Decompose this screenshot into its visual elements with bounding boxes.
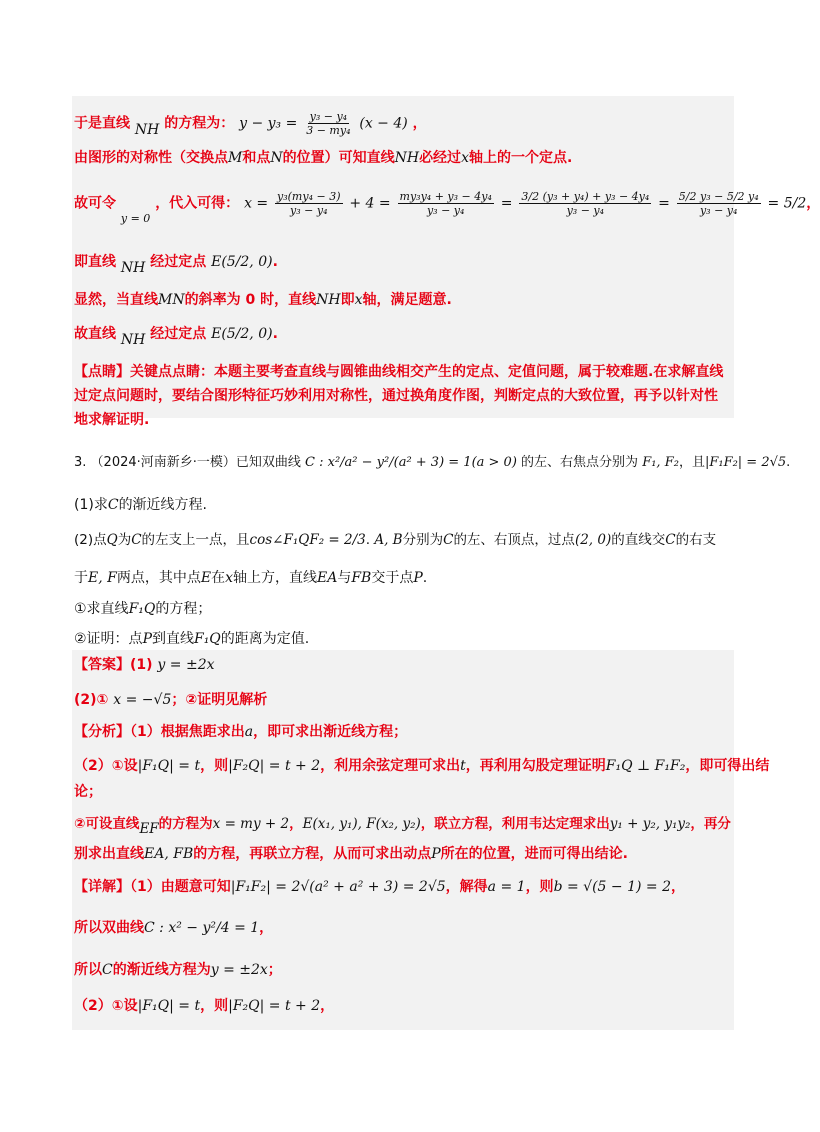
text: 经过定点 [150, 254, 207, 270]
text: 的位置）可知直线 [282, 150, 395, 166]
text: ，联立方程，利用韦达定理求出 [420, 816, 610, 832]
math-x: x [225, 570, 233, 586]
math-c: C [107, 497, 119, 513]
analysis-line-3: 论； [74, 784, 102, 800]
text: 所在的位置，进而可得出结论. [440, 846, 628, 862]
text: ，则 [525, 879, 554, 895]
text: . [786, 455, 791, 470]
math-focal-eq: |F₁F₂| = 2√(a² + a² + 3) = 2√5 [230, 879, 446, 895]
math-x: x [461, 150, 469, 166]
text: 经过定点 [150, 326, 207, 342]
problem-subquestion-i [74, 599, 211, 619]
comment-line-3: 地求解证明. [74, 412, 150, 428]
math-f1q: F₁Q [193, 631, 221, 647]
text: 故可令 [74, 195, 116, 212]
solution-line-conclusion [74, 324, 278, 348]
math-nh: NH [394, 150, 420, 166]
text: ，则 [200, 998, 229, 1014]
text: ， [412, 115, 427, 132]
text: 分别为 [402, 532, 444, 548]
text: ，解得 [445, 879, 488, 895]
fraction-numerator: y₃(my₄ − 3) [277, 190, 341, 203]
math-line-eq: x = −√5 [113, 692, 172, 708]
text: 轴上的一个定点. [468, 150, 573, 166]
math-nh: NH [316, 292, 341, 308]
math-focal-distance: |F₁F₂| = 2√5 [704, 455, 787, 470]
text: 的方程为： [164, 115, 235, 132]
problem-number: 3. [74, 455, 87, 470]
fraction-numerator: 3/2 (y₃ + y₄) + y₃ − 4y₄ [521, 190, 650, 203]
math-f1q-t: |F₁Q| = t [137, 998, 201, 1014]
math-x: x [354, 292, 363, 308]
problem-question-1 [74, 495, 207, 515]
math-y-zero: y = 0 [120, 211, 151, 225]
text: 由图形的对称性（交换点 [74, 150, 228, 166]
math-fraction [677, 190, 761, 217]
solution-line-substitution [74, 190, 820, 225]
text: (2)① [74, 692, 109, 708]
text: 即 [340, 292, 355, 308]
math-fraction [275, 190, 342, 217]
math-n: N [270, 150, 283, 166]
math-e: E [200, 570, 212, 586]
text: 的方程，再联立方程，从而可求出动点 [193, 846, 432, 862]
analysis-line-5 [74, 844, 628, 864]
text: ，且 [678, 455, 705, 470]
math-f1q: F₁Q [128, 601, 156, 617]
text: 的渐近线方程为 [112, 962, 211, 978]
text: ，代入可得： [155, 195, 240, 212]
text: ，即可得出结 [685, 758, 770, 774]
math-perpendicular: F₁Q ⊥ F₁F₂ [605, 758, 686, 774]
text: 于是直线 [74, 115, 130, 132]
math-c: C [443, 532, 454, 548]
answer-line-2 [74, 690, 267, 710]
math-point: (2, 0) [574, 532, 612, 548]
text: 两点，其中点 [116, 570, 201, 586]
text: 即直线 [74, 254, 116, 270]
text: ②证明：点 [74, 631, 143, 647]
math-plus-four: + 4 = [349, 195, 391, 212]
math-point-e: E(5/2, 0) [211, 326, 273, 342]
math-c: C [102, 962, 113, 978]
text: ；②证明见解析 [171, 692, 268, 708]
text: 所以 [74, 962, 102, 978]
text: ，利用余弦定理可求出 [320, 758, 461, 774]
text: 和点 [242, 150, 271, 166]
text: . [365, 532, 371, 548]
text: 于 [74, 570, 88, 586]
analysis-line-4 [74, 814, 731, 837]
math-fraction [519, 190, 651, 217]
text: 在 [211, 570, 226, 586]
text: 别求出直线 [74, 846, 144, 862]
detail-label: 【详解】（1）由题意可知 [74, 879, 231, 895]
problem-subquestion-ii [74, 629, 309, 649]
math-points: E(x₁, y₁), F(x₂, y₂) [302, 816, 421, 832]
comment-line-1: 【点睛】关键点点睛：本题主要考查直线与圆锥曲线相交产生的定点、定值问题，属于较难题.在求解直线 [74, 364, 724, 380]
solution-line-nh-equation [74, 110, 427, 137]
text: 到直线 [151, 631, 194, 647]
text: 的方程为 [158, 816, 213, 832]
math-p: P [142, 631, 152, 647]
fraction-denominator: y₃ − y₄ [426, 204, 465, 217]
math-ea: EA [316, 570, 338, 586]
analysis-label: 【分析】（1）根据焦距求出 [74, 724, 245, 740]
analysis-line-1 [74, 722, 407, 742]
text: （2）①设 [74, 998, 138, 1014]
detail-line-2 [74, 918, 273, 938]
text: 故直线 [74, 326, 116, 342]
math-ab: A, B [374, 532, 403, 548]
text: 的左、右顶点，过点 [453, 532, 575, 548]
fraction-numerator: 5/2 y₃ − 5/2 y₄ [678, 190, 759, 203]
math-f2q-t2: |F₂Q| = t + 2 [228, 758, 321, 774]
text: 必经过 [419, 150, 462, 166]
text: 与 [337, 570, 352, 586]
math-asymptote: y = ±2x [157, 657, 215, 673]
text: . [422, 570, 428, 586]
detail-line-4 [74, 996, 334, 1016]
text: ， [259, 920, 274, 936]
text: 的左支上一点，且 [141, 532, 250, 548]
math-b-value: b = √(5 − 1) = 2 [553, 879, 671, 895]
text: 轴上方，直线 [232, 570, 317, 586]
math-vieta: y₁ + y₂, y₁y₂ [609, 816, 691, 832]
text: 的距离为定值. [220, 631, 310, 647]
text: ，再分 [690, 816, 731, 832]
math-line-eq: x = my + 2 [212, 816, 290, 832]
text: 的方程； [155, 601, 212, 617]
problem-question-2-cont [74, 568, 427, 588]
text: ②可设直线 [74, 816, 140, 832]
math-mn: MN [158, 292, 185, 308]
math-fraction [398, 190, 494, 217]
fraction-denominator: y₃ − y₄ [566, 204, 605, 217]
math-nh: NH [120, 260, 146, 276]
detail-line-1 [74, 877, 685, 897]
text: 的直线交 [611, 532, 666, 548]
text: 交于点 [371, 570, 414, 586]
analysis-line-2 [74, 756, 769, 776]
math-f2q-t2: |F₂Q| = t + 2 [228, 998, 321, 1014]
math-ef: E, F [88, 570, 117, 586]
text: ，即可求出渐近线方程； [253, 724, 408, 740]
math-fraction [304, 110, 352, 137]
math-p: P [413, 570, 423, 586]
solution-line-symmetry [74, 148, 572, 168]
text: ， [289, 816, 303, 832]
fraction-numerator: y₃ − y₄ [309, 110, 348, 123]
text: . [272, 254, 278, 270]
math-nh: NH [134, 121, 160, 138]
math-eq-right: (x − 4) [359, 115, 408, 132]
math-nh: NH [120, 332, 146, 348]
text: ①求直线 [74, 601, 129, 617]
text: ， [670, 879, 685, 895]
math-a-value: a = 1 [487, 879, 526, 895]
text: ； [267, 962, 282, 978]
fraction-numerator: my₃y₄ + y₃ − 4y₄ [399, 190, 492, 203]
text: 显然，当直线 [74, 292, 158, 308]
text: 的右支 [675, 532, 717, 548]
math-equals: = [658, 195, 670, 212]
fraction-denominator: y₃ − y₄ [699, 204, 738, 217]
comment-line-2: 过定点问题时，要结合图形特征巧妙利用对称性，通过换角度作图，判断定点的大致位置，再予以针对性 [74, 388, 718, 404]
math-p: P [431, 846, 441, 862]
text: （2024·河南新乡·一模）已知双曲线 [90, 455, 301, 470]
problem-statement-line-1 [74, 453, 790, 473]
math-point-e: E(5/2, 0) [211, 254, 273, 270]
math-x: x = [244, 195, 269, 212]
math-a: a [244, 724, 254, 740]
math-asymptote: y = ±2x [210, 962, 268, 978]
text: ，则 [200, 758, 229, 774]
text: 的斜率为 0 时，直线 [184, 292, 317, 308]
math-ef: EF [139, 821, 159, 837]
math-equals: = [500, 195, 513, 212]
problem-question-2 [74, 530, 716, 550]
math-c: C [131, 532, 142, 548]
math-q: Q [106, 532, 118, 548]
fraction-denominator: 3 − my₄ [306, 124, 351, 137]
math-lines: EA, FB [144, 846, 194, 862]
text: ，再利用勾股定理证明 [465, 758, 606, 774]
text: 轴，满足题意. [362, 292, 452, 308]
text: ， [806, 195, 820, 212]
text: (1)求 [74, 497, 108, 513]
math-m: M [228, 150, 243, 166]
text: (2)点 [74, 532, 107, 548]
solution-line-fixed-point [74, 252, 278, 276]
math-fb: FB [351, 570, 372, 586]
math-c: C [665, 532, 676, 548]
math-f1q-t: |F₁Q| = t [137, 758, 201, 774]
fraction-denominator: y₃ − y₄ [290, 204, 328, 217]
answer-label: 【答案】(1) [74, 657, 153, 673]
math-result: = 5/2 [767, 195, 807, 212]
math-cosine: cos∠F₁QF₂ = 2/3 [249, 532, 366, 548]
math-foci: F₁, F₂ [642, 455, 679, 470]
math-hyperbola: C : x² − y²/4 = 1 [144, 920, 260, 936]
text: 为 [117, 532, 132, 548]
text: 的左、右焦点分别为 [521, 455, 639, 470]
text: ， [320, 998, 335, 1014]
text: . [272, 326, 278, 342]
text: 的渐近线方程. [118, 497, 208, 513]
answer-line-1 [74, 655, 215, 675]
detail-line-3 [74, 960, 282, 980]
solution-line-slope-zero [74, 290, 452, 310]
text: 所以双曲线 [74, 920, 144, 936]
math-hyperbola: C : x²/a² − y²/(a² + 3) = 1(a > 0) [305, 455, 517, 470]
math-eq-left: y − y₃ = [239, 115, 298, 132]
math-t: t [460, 758, 466, 774]
text: （2）①设 [74, 758, 138, 774]
